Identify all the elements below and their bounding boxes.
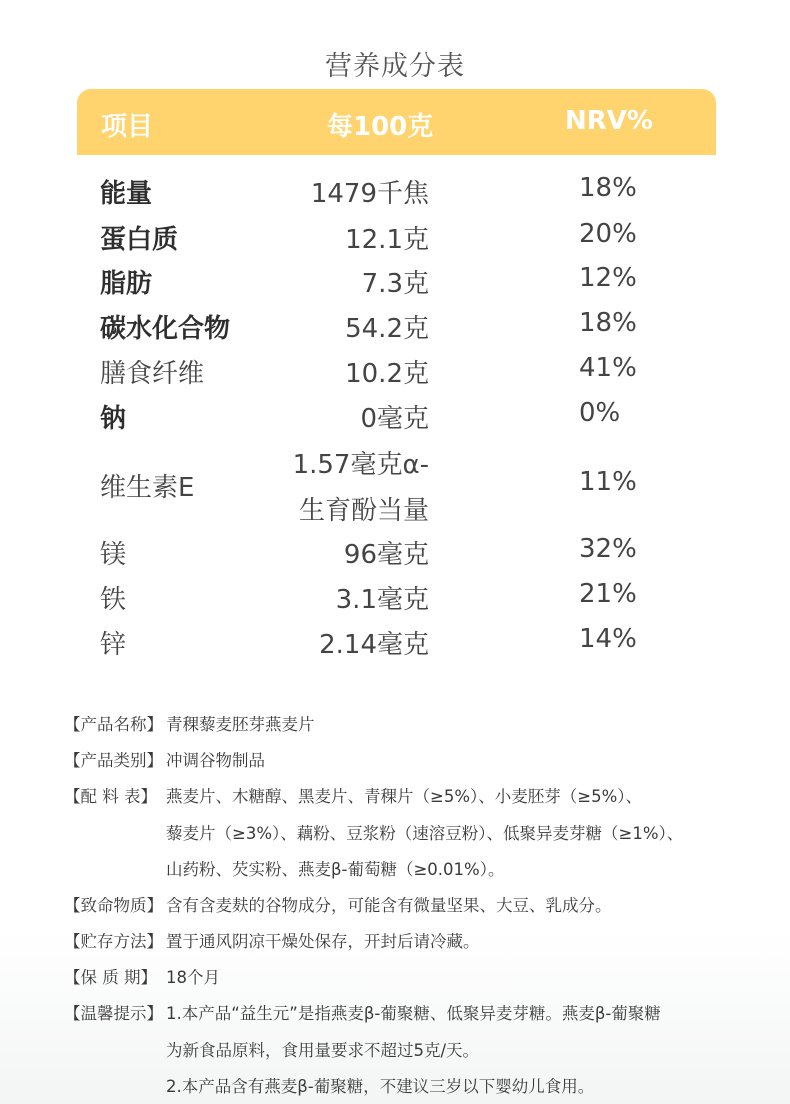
row-value: 1479千焦 bbox=[310, 179, 429, 209]
info-label: 【致命物质】 bbox=[64, 896, 163, 915]
info-text: 燕麦片、木糖醇、黑麦片、青稞片（≥5%）、小麦胚芽（≥5%）、 bbox=[166, 787, 643, 806]
info-label: 【配 料 表】 bbox=[64, 787, 157, 806]
row-value: 2.14毫克 bbox=[319, 630, 429, 660]
row-name: 锌 bbox=[100, 630, 127, 660]
info-text: 含有含麦麸的谷物成分，可能含有微量坚果、大豆、乳成分。 bbox=[166, 896, 612, 915]
info-label: 【产品类别】 bbox=[64, 751, 163, 770]
info-text: 1.本产品“益生元”是指燕麦β-葡聚糖、低聚异麦芽糖。燕麦β-葡聚糖 bbox=[166, 1004, 661, 1023]
row-name: 能量 bbox=[100, 179, 153, 209]
table-header bbox=[77, 89, 716, 155]
info-label: 【产品名称】 bbox=[64, 715, 163, 734]
row-nrv: 0% bbox=[579, 398, 621, 428]
row-value: 7.3克 bbox=[361, 269, 429, 299]
row-nrv: 18% bbox=[579, 173, 637, 203]
row-nrv: 11% bbox=[579, 467, 637, 497]
row-name: 碳水化合物 bbox=[100, 314, 231, 344]
header-per100: 每100克 bbox=[327, 112, 434, 142]
row-nrv: 41% bbox=[579, 353, 637, 383]
row-nrv: 20% bbox=[579, 219, 637, 249]
row-value: 10.2克 bbox=[345, 359, 429, 389]
row-nrv: 12% bbox=[579, 263, 637, 293]
row-name: 脂肪 bbox=[100, 269, 153, 299]
info-text: 山药粉、芡实粉、燕麦β-葡萄糖（≥0.01%）。 bbox=[166, 860, 505, 879]
row-value: 96毫克 bbox=[343, 540, 429, 570]
row-nrv: 32% bbox=[579, 534, 637, 564]
row-name: 维生素E bbox=[100, 473, 195, 503]
info-text: 为新食品原料，食用量要求不超过5克/天。 bbox=[166, 1041, 480, 1060]
row-name: 钠 bbox=[100, 404, 127, 434]
info-label: 【温馨提示】 bbox=[64, 1004, 163, 1023]
info-text: 冲调谷物制品 bbox=[166, 751, 265, 770]
row-name: 铁 bbox=[100, 585, 127, 615]
row-value: 54.2克 bbox=[345, 314, 429, 344]
info-text: 18个月 bbox=[166, 968, 220, 987]
row-name: 镁 bbox=[100, 540, 127, 570]
row-value-line1: 1.57毫克α- bbox=[292, 450, 429, 480]
page-title: 营养成分表 bbox=[325, 51, 465, 82]
info-text: 2.本产品含有燕麦β-葡聚糖，不建议三岁以下婴幼儿食用。 bbox=[166, 1077, 595, 1096]
row-name: 膳食纤维 bbox=[100, 359, 205, 389]
row-name: 蛋白质 bbox=[100, 225, 179, 255]
header-item: 项目 bbox=[101, 112, 154, 142]
info-text: 青稞藜麦胚芽燕麦片 bbox=[166, 715, 315, 734]
row-value: 12.1克 bbox=[345, 225, 429, 255]
row-nrv: 14% bbox=[579, 624, 637, 654]
row-value: 3.1毫克 bbox=[335, 585, 429, 615]
info-label: 【保 质 期】 bbox=[64, 968, 157, 987]
info-text: 置于通风阴凉干燥处保存，开封后请冷藏。 bbox=[166, 932, 480, 951]
info-text: 藜麦片（≥3%）、藕粉、豆浆粉（速溶豆粉）、低聚异麦芽糖（≥1%）、 bbox=[166, 824, 684, 843]
row-value-line2: 生育酚当量 bbox=[298, 496, 429, 526]
row-nrv: 18% bbox=[579, 308, 637, 338]
row-nrv: 21% bbox=[579, 579, 637, 609]
header-nrv: NRV% bbox=[565, 106, 653, 136]
row-value: 0毫克 bbox=[360, 404, 429, 434]
info-label: 【贮存方法】 bbox=[64, 932, 163, 951]
